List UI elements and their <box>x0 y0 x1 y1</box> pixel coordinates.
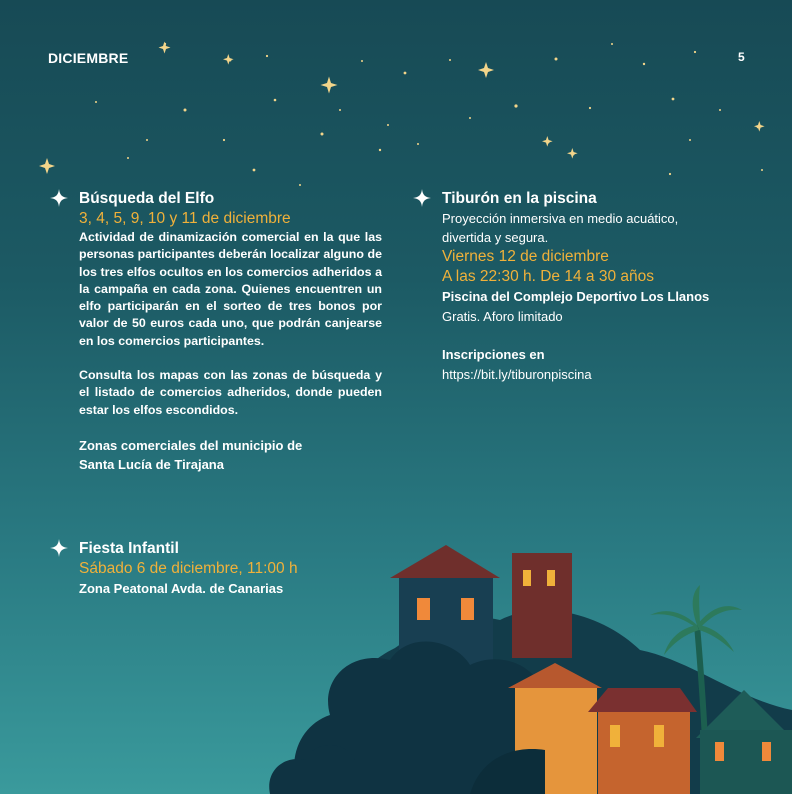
event-zones <box>79 436 384 474</box>
event-dates: 3, 4, 5, 9, 10 y 11 de diciembre <box>79 210 291 227</box>
zones-line-1: Zonas comerciales del municipio de <box>79 437 303 453</box>
event-location: Zona Peatonal Avda. de Canarias <box>79 581 284 596</box>
section-fiesta <box>79 539 384 598</box>
event-description: Actividad de dinamización comercial en la que las personas participantes deberán localizar alguno de los tres elfos ocultos en los comercios adheridos a la campaña en cada zona. Quienes encuentren un elfo participarán en el sorteo de tres bonos por valor de 50 euros cada uno, que podrán canjearse en los comercios participantes. <box>79 230 382 348</box>
event-time: A las 22:30 h. De 14 a 30 años <box>442 268 654 285</box>
sparkle-icon <box>49 188 69 208</box>
section-title: Tiburón en la piscina <box>442 190 597 207</box>
event-note: Consulta los mapas con las zonas de búsqueda y el listado de comercios adheridos, donde pueden estar los elfos escondidos. <box>79 368 382 417</box>
section-title: Fiesta Infantil <box>79 540 179 557</box>
event-price: Gratis. Aforo limitado <box>442 309 563 324</box>
zones-line-2: Santa Lucía de Tirajana <box>79 456 224 472</box>
section-title: Búsqueda del Elfo <box>79 190 215 207</box>
event-date: Sábado 6 de diciembre, 11:00 h <box>79 560 298 577</box>
event-date: Viernes 12 de diciembre <box>442 248 609 265</box>
section-busqueda <box>79 189 384 474</box>
sparkle-icon <box>412 188 432 208</box>
header-month: DICIEMBRE <box>48 50 129 66</box>
sparkle-icon <box>49 538 69 558</box>
description-line-2: divertida y segura. <box>442 230 549 245</box>
description-line-1: Proyección inmersiva en medio acuático, <box>442 211 679 226</box>
star-icon <box>39 42 765 175</box>
page-number: 5 <box>738 50 745 64</box>
section-tiburon <box>442 189 762 384</box>
event-venue: Piscina del Complejo Deportivo Los Llanos <box>442 289 710 304</box>
event-description <box>442 209 762 247</box>
signup-label: Inscripciones en <box>442 347 545 362</box>
signup-link[interactable]: https://bit.ly/tiburonpiscina <box>442 367 592 382</box>
